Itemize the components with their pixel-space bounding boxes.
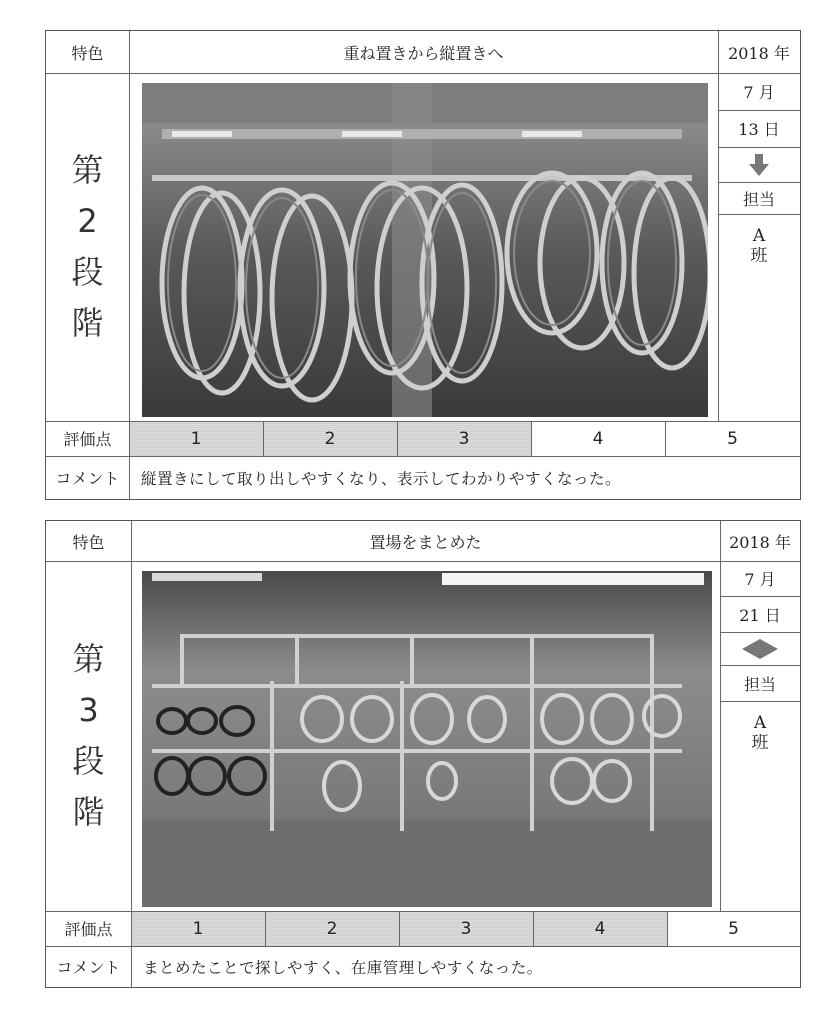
stage-char: 第 — [71, 150, 104, 189]
stage-char: 2 — [77, 201, 98, 240]
rating-cell-1: 1 — [129, 421, 263, 456]
stage-label — [46, 73, 129, 421]
storage-area-photo — [142, 571, 712, 907]
rating-label: 評価点 — [64, 920, 113, 939]
stage-card-2 — [45, 30, 801, 500]
month-cell: 7 月 — [744, 570, 776, 589]
person-label: 担当 — [743, 674, 776, 694]
rating-cell-2: 2 — [265, 911, 399, 946]
rating-cell-4: 4 — [533, 911, 667, 946]
comment-text: 縦置きにして取り出しやすくなり、表示してわかりやすくなった。 — [141, 469, 622, 488]
team-letter: A — [752, 226, 766, 246]
year-cell: 2018 年 — [728, 43, 790, 63]
rating-cell-3: 3 — [397, 421, 531, 456]
rating-cell-5: 5 — [728, 918, 739, 939]
stage-char: 段 — [71, 253, 104, 291]
day-cell: 13 日 — [738, 120, 780, 139]
stage-char: 3 — [78, 690, 99, 729]
card-title: 重ね置きから縦置きへ — [343, 43, 504, 63]
comment-text: まとめたことで探しやすく、在庫管理しやすくなった。 — [143, 958, 543, 977]
rating-cell-3: 3 — [399, 911, 533, 946]
year-cell: 2018 年 — [729, 532, 791, 552]
hose-rack-photo — [142, 83, 708, 417]
stage-char: 段 — [72, 742, 105, 780]
stage-char: 階 — [72, 793, 105, 832]
rating-cell-5: 5 — [727, 428, 738, 449]
day-cell: 21 日 — [739, 605, 781, 625]
rating-cell-1: 1 — [131, 911, 265, 946]
stage-char: 階 — [71, 304, 104, 343]
month-cell: 7 月 — [743, 83, 775, 102]
stage-label — [46, 561, 131, 911]
stage-card-3 — [45, 520, 801, 988]
card-title: 置場をまとめた — [369, 532, 482, 552]
feature-label: 特色 — [71, 43, 104, 63]
team-suffix: 班 — [750, 246, 768, 267]
team-cell — [718, 214, 800, 421]
rating-cell-2: 2 — [263, 421, 397, 456]
feature-label: 特色 — [72, 532, 105, 552]
team-suffix: 班 — [751, 733, 769, 754]
team-letter: A — [753, 713, 767, 733]
stage-char: 第 — [72, 639, 105, 678]
comment-label: コメント — [56, 958, 121, 977]
person-label: 担当 — [742, 189, 775, 209]
comment-label: コメント — [55, 469, 120, 488]
down-arrow-icon — [718, 147, 800, 182]
team-cell — [720, 701, 800, 911]
rating-cell-4: 4 — [592, 428, 604, 449]
diamond-icon — [720, 632, 800, 665]
rating-label: 評価点 — [63, 430, 112, 449]
